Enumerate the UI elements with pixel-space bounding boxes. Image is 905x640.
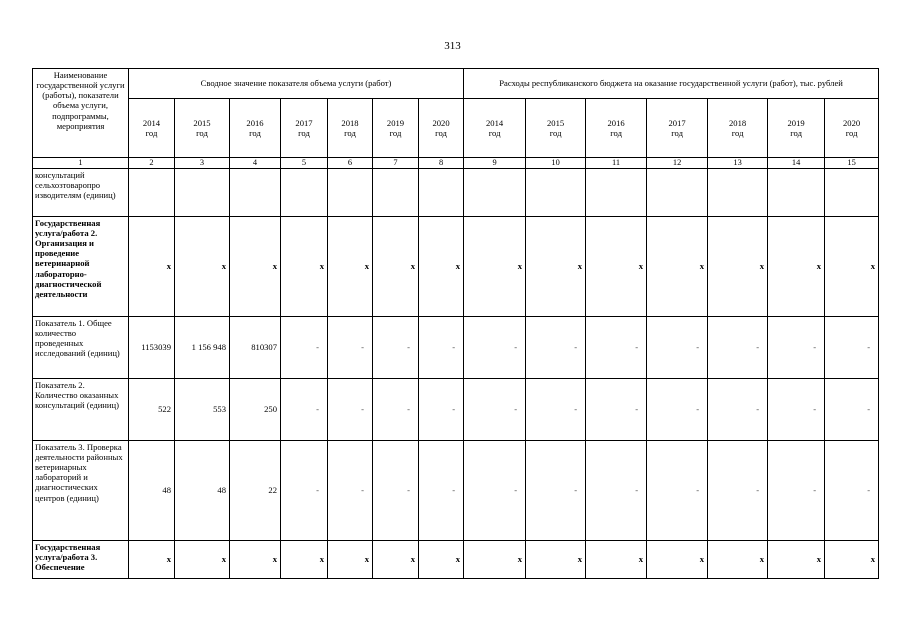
column-number: 10 [526, 158, 586, 169]
row-value: - [825, 378, 879, 440]
header-year-label: 2014 [485, 117, 504, 128]
row-value: - [708, 316, 768, 378]
row-value: x [129, 540, 175, 578]
header-year-volume-2014 [129, 99, 175, 158]
table-body [33, 158, 879, 579]
table-row [33, 378, 879, 440]
row-value: - [825, 316, 879, 378]
row-value: - [328, 378, 373, 440]
row-name: Государственная услуга/работа 3. Обеспечение [33, 540, 129, 578]
row-value: - [281, 378, 328, 440]
row-value [230, 168, 281, 216]
row-value: - [647, 440, 708, 540]
header-year-suffix: год [298, 128, 310, 138]
row-value: - [825, 440, 879, 540]
column-number: 9 [464, 158, 526, 169]
header-year-budget-2018 [708, 99, 768, 158]
row-value [129, 168, 175, 216]
row-value: - [647, 316, 708, 378]
header-budget-group: Расходы республиканского бюджета на оказание государственной услуги (работ), тыс. рублей [464, 69, 879, 99]
row-value: x [825, 216, 879, 316]
row-value: - [373, 316, 419, 378]
column-number: 12 [647, 158, 708, 169]
column-number: 5 [281, 158, 328, 169]
header-year-label: 2017 [668, 117, 686, 128]
row-value: - [373, 378, 419, 440]
header-year-budget-2016 [586, 99, 647, 158]
header-year-suffix: год [549, 128, 562, 138]
row-name: Государственная услуга/работа 2. Организация и проведение ветеринарной лабораторно-диагностической деятельности [33, 216, 129, 316]
row-value [768, 168, 825, 216]
header-year-suffix: год [845, 128, 858, 138]
row-value: - [768, 378, 825, 440]
row-value: x [768, 540, 825, 578]
row-value: x [708, 540, 768, 578]
header-year-label: 2014 [142, 117, 161, 128]
column-number: 8 [419, 158, 464, 169]
row-value: - [328, 316, 373, 378]
header-year-suffix: год [196, 128, 208, 138]
row-value: x [419, 540, 464, 578]
row-value: 48 [175, 440, 230, 540]
header-year-label: 2016 [246, 117, 264, 128]
header-year-volume-2019 [373, 99, 419, 158]
page-number: 313 [444, 40, 461, 52]
header-year-suffix: год [249, 128, 261, 138]
row-name: Показатель 1. Общее количество проведенных исследований (единиц) [33, 316, 129, 378]
row-value: x [281, 540, 328, 578]
table-header [33, 69, 879, 158]
column-number: 15 [825, 158, 879, 169]
table-row [33, 316, 879, 378]
row-value: - [768, 316, 825, 378]
row-value: - [373, 440, 419, 540]
row-value: - [708, 440, 768, 540]
row-value [586, 168, 647, 216]
column-number: 3 [175, 158, 230, 169]
header-year-label: 2016 [607, 117, 625, 128]
table-row [33, 440, 879, 540]
row-value: - [526, 440, 586, 540]
row-value [419, 168, 464, 216]
row-value: x [464, 540, 526, 578]
row-value: x [526, 540, 586, 578]
header-year-label: 2019 [787, 117, 805, 128]
row-value: - [419, 440, 464, 540]
header-year-row [33, 99, 879, 158]
header-year-budget-2015 [526, 99, 586, 158]
column-number: 11 [586, 158, 647, 169]
row-value: - [586, 378, 647, 440]
column-number: 6 [328, 158, 373, 169]
row-value: - [586, 440, 647, 540]
row-value [373, 168, 419, 216]
header-year-label: 2015 [546, 117, 565, 128]
column-number: 7 [373, 158, 419, 169]
row-value: - [526, 378, 586, 440]
row-value [825, 168, 879, 216]
header-year-suffix: год [610, 128, 622, 138]
header-year-label: 2015 [193, 117, 211, 128]
row-value: - [419, 378, 464, 440]
header-year-label: 2017 [295, 117, 313, 128]
row-value: x [230, 540, 281, 578]
header-year-volume-2016 [230, 99, 281, 158]
header-year-suffix: год [145, 128, 158, 138]
column-number: 4 [230, 158, 281, 169]
row-value: x [708, 216, 768, 316]
header-year-volume-2017 [281, 99, 328, 158]
row-name: консультаций сельхозтоваропро изводителям (единиц) [33, 168, 129, 216]
row-value: 22 [230, 440, 281, 540]
row-value [526, 168, 586, 216]
table-row [33, 216, 879, 316]
row-value: 522 [129, 378, 175, 440]
header-year-volume-2015 [175, 99, 230, 158]
row-value: x [230, 216, 281, 316]
column-number-row [33, 158, 879, 169]
row-value: x [129, 216, 175, 316]
table-row [33, 168, 879, 216]
row-value: - [647, 378, 708, 440]
header-volume-group: Сводное значение показателя объема услуги (работ) [129, 69, 464, 99]
row-value: x [586, 216, 647, 316]
row-value: - [328, 440, 373, 540]
column-number: 1 [33, 158, 129, 169]
row-value: x [328, 540, 373, 578]
row-value: x [175, 540, 230, 578]
row-value: 553 [175, 378, 230, 440]
header-year-budget-2020 [825, 99, 879, 158]
column-number: 13 [708, 158, 768, 169]
row-value: 250 [230, 378, 281, 440]
header-name-column: Наименование государственной услуги (работы), показатели объема услуги, подпрограммы, мероприятия [33, 69, 129, 158]
header-year-suffix: год [435, 128, 447, 138]
header-year-suffix: год [389, 128, 402, 138]
row-value: x [464, 216, 526, 316]
row-value: x [175, 216, 230, 316]
row-value: x [825, 540, 879, 578]
header-year-volume-2018 [328, 99, 373, 158]
header-year-suffix: год [731, 128, 744, 138]
header-year-label: 2018 [728, 117, 747, 128]
header-year-budget-2014 [464, 99, 526, 158]
row-value: 1 156 948 [175, 316, 230, 378]
row-value: - [708, 378, 768, 440]
row-value: x [526, 216, 586, 316]
row-name: Показатель 3. Проверка деятельности районных ветеринарных лабораторий и диагностических центров (единиц) [33, 440, 129, 540]
row-value [281, 168, 328, 216]
header-year-budget-2017 [647, 99, 708, 158]
row-value: x [419, 216, 464, 316]
row-value: - [281, 316, 328, 378]
row-value: - [464, 440, 526, 540]
row-value: x [768, 216, 825, 316]
row-value [328, 168, 373, 216]
row-value [175, 168, 230, 216]
header-year-label: 2020 [842, 117, 861, 128]
row-value: - [464, 316, 526, 378]
row-value [647, 168, 708, 216]
header-year-volume-2020 [419, 99, 464, 158]
row-value: x [586, 540, 647, 578]
row-name: Показатель 2. Количество оказанных консультаций (единиц) [33, 378, 129, 440]
budget-table [32, 68, 879, 579]
row-value: 810307 [230, 316, 281, 378]
row-value: - [419, 316, 464, 378]
row-value: - [768, 440, 825, 540]
row-value: - [464, 378, 526, 440]
row-value [464, 168, 526, 216]
header-year-suffix: год [790, 128, 802, 138]
row-value: 1153039 [129, 316, 175, 378]
row-value: - [281, 440, 328, 540]
row-value: x [647, 540, 708, 578]
row-value [708, 168, 768, 216]
table-row [33, 540, 879, 578]
row-value: x [647, 216, 708, 316]
row-value: x [281, 216, 328, 316]
row-value: - [526, 316, 586, 378]
header-year-label: 2018 [341, 117, 359, 128]
column-number: 14 [768, 158, 825, 169]
header-year-label: 2019 [386, 117, 405, 128]
header-year-suffix: год [671, 128, 683, 138]
header-year-label: 2020 [432, 117, 450, 128]
header-year-budget-2019 [768, 99, 825, 158]
row-value: x [373, 216, 419, 316]
column-number: 2 [129, 158, 175, 169]
row-value: x [373, 540, 419, 578]
row-value: 48 [129, 440, 175, 540]
row-value: x [328, 216, 373, 316]
header-year-suffix: год [488, 128, 501, 138]
header-year-suffix: год [344, 128, 356, 138]
row-value: - [586, 316, 647, 378]
